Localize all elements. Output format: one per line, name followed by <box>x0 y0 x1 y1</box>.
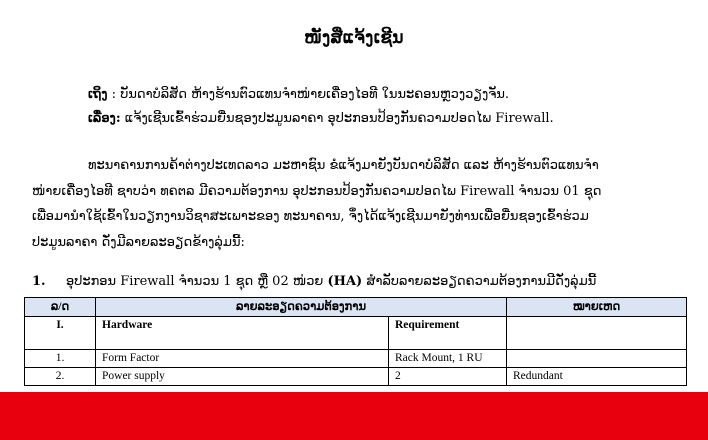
section-requirement: Requirement <box>389 317 507 350</box>
subject-label: ເລື່ອງ: <box>88 111 121 126</box>
item-text-end: ສຳລັບລາຍລະອຽດຄວາມຕ້ອງການມີດັ່ງລຸ່ມນີ້ <box>362 274 597 289</box>
body-paragraph <box>32 153 674 255</box>
subject-text: ແຈ້ງເຊີນເຂົ້າຮ່ວມຍື່ນຊອງປະມູນລາຄາ ອຸປະກອນປ້ອງກັນຄວາມປອດໄພ Firewall. <box>120 111 554 126</box>
row-requirement: 2 <box>389 368 507 386</box>
body-line: ທະນາຄານການຄ້າຕ່າງປະເທດລາວ ມະຫາຊົນ ຂໍແຈ້ງມາຍັງບັນດາບໍລິສັດ ແລະ ຫ້າງຮ້ານຕົວແທນຈຳ <box>88 158 599 173</box>
section-index: I. <box>25 317 96 350</box>
table-section-row <box>25 317 687 350</box>
section-name: Hardware <box>96 317 389 350</box>
row-note <box>507 350 687 368</box>
header-description: ລາຍລະອຽດຄວາມຕ້ອງການ <box>96 298 507 317</box>
body-line: ເພື່ອມານຳໃຊ້ເຂົ້າໃນວຽກງານວິຊາສະເພາະຂອງ ທະນາຄານ, ຈຶ່ງໄດ້ແຈ້ງເຊີນມາຍັງທ່ານເພື່ອຍື່ນຊອງເຂົ້າຮ່ວມ <box>32 209 589 224</box>
recipient-text: : ບັນດາບໍລິສັດ ຫ້າງຮ້ານຕົວແທນຈຳໜ່າຍເຄື່ອງໄອທີ ໃນນະຄອນຫຼວງວຽງຈັນ. <box>107 87 510 102</box>
section-note <box>507 317 687 350</box>
recipient-line <box>88 86 509 104</box>
requirements-table <box>24 297 687 386</box>
subject-line <box>88 110 554 128</box>
row-name: Power supply <box>96 368 389 386</box>
row-index: 1. <box>25 350 96 368</box>
table-row <box>25 350 687 368</box>
item-text-bold: (HA) <box>327 274 363 289</box>
row-index: 2. <box>25 368 96 386</box>
row-note: Redundant <box>507 368 687 386</box>
header-note: ໝາຍເຫດ <box>507 298 687 317</box>
body-line: ໜ່າຍເຄື່ອງໄອທີ ຊາບວ່າ ທຄຕລ ມີຄວາມຕ້ອງການ ອຸປະກອນປ້ອງກັນຄວາມປອດໄພ Firewall ຈຳນວນ 01 ຊຸດ <box>32 183 602 199</box>
red-banner <box>0 392 708 440</box>
numbered-item <box>32 274 596 289</box>
table-header-row <box>25 298 687 317</box>
item-number: 1. <box>32 274 46 289</box>
header-index: ລ/ດ <box>25 298 96 317</box>
row-name: Form Factor <box>96 350 389 368</box>
row-requirement: Rack Mount, 1 RU <box>389 350 507 368</box>
document-title: ໜັງສືແຈ້ງເຊີນ <box>304 28 404 48</box>
table-row <box>25 368 687 386</box>
recipient-label: ເຖິງ <box>88 87 108 102</box>
item-text: ອຸປະກອນ Firewall ຈຳນວນ 1 ຊຸດ ຫຼື 02 ໜ່ວຍ <box>66 274 328 289</box>
body-line: ປະມູນລາຄາ ດັ່ງມີລາຍລະອຽດຂ້າງລຸ່ມນີ້: <box>32 234 245 250</box>
